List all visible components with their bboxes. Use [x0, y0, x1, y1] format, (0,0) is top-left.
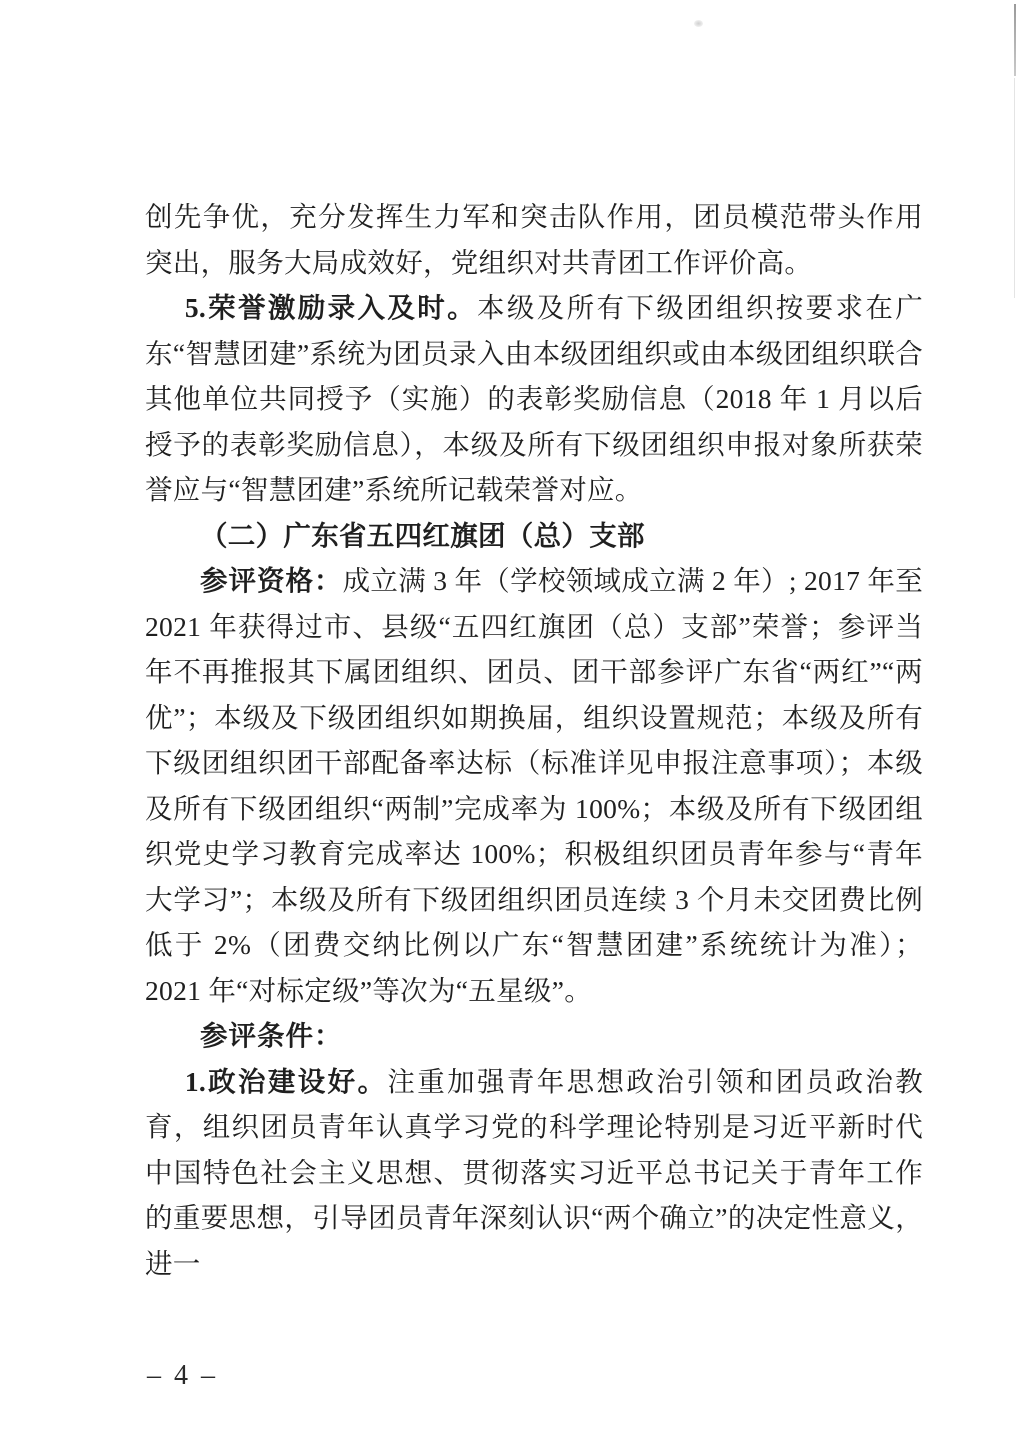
paragraph-item-5 [145, 285, 923, 513]
paragraph-qualification [145, 558, 923, 1013]
page-number: – 4 – [147, 1360, 218, 1391]
paragraph-text: 本级及所有下级团组织按要求在广东“智慧团建”系统为团员录入由本级团组织或由本级团组织联合其他单位共同授予（实施）的表彰奖励信息（2018 年 1 月以后授予的表彰奖励信息），本级及所有下级团组织申报对象所获荣誉应与“智慧团建”系统所记载荣誉对应。 [145, 292, 923, 505]
section-heading [145, 513, 923, 559]
paragraph-conditions-label [145, 1013, 923, 1059]
page-footer [147, 1360, 218, 1392]
scan-artifact-speck [694, 20, 703, 27]
paragraph-text: 注重加强青年思想政治引领和团员政治教育，组织团员青年认真学习党的科学理论特别是习近平新时代中国特色社会主义思想、贯彻落实习近平总书记关于青年工作的重要思想，引导团员青年深刻认识“两个确立”的决定性意义，进一 [145, 1065, 923, 1279]
document-body [145, 194, 923, 1286]
paragraph-lead: 5.荣誉激励录入及时。 [184, 292, 478, 323]
paragraph-text: 创先争优，充分发挥生力军和突击队作用，团员模范带头作用突出，服务大局成效好，党组织对共青团工作评价高。 [145, 201, 923, 278]
scan-artifact-edge-line-faint [1014, 78, 1015, 298]
paragraph-lead: 参评条件： [200, 1020, 343, 1051]
paragraph-text: 成立满 3 年（学校领域成立满 2 年）; 2017 年至 2021 年获得过市、县级“五四红旗团（总）支部”荣誉；参评当年不再推报其下属团组织、团员、团干部参评广东省“两红”“两优”；本级及下级团组织如期换届，组织设置规范；本级及所有下级团组织团干部配备率达标（标准详见申报注意事项）；本级及所有下级团组织“两制”完成率为 100%；本级及所有下级团组织党史学习教育完成率达 100%；积极组织团员青年参与“青年大学习”；本级及所有下级团组织团员连续 3 个月未交团费比例低于 2%（团费交纳比例以广东“智慧团建”系统统计为准）；2021 年“对标定级”等次为“五星级”。 [145, 565, 923, 1006]
section-heading-text: （二）广东省五四红旗团（总）支部 [200, 519, 645, 551]
scan-artifact-edge-line [1014, 4, 1016, 76]
paragraph-item-1 [145, 1059, 923, 1287]
paragraph-lead: 1.政治建设好。 [184, 1065, 388, 1097]
paragraph-lead: 参评资格： [200, 565, 343, 596]
paragraph-continuation [145, 194, 923, 285]
